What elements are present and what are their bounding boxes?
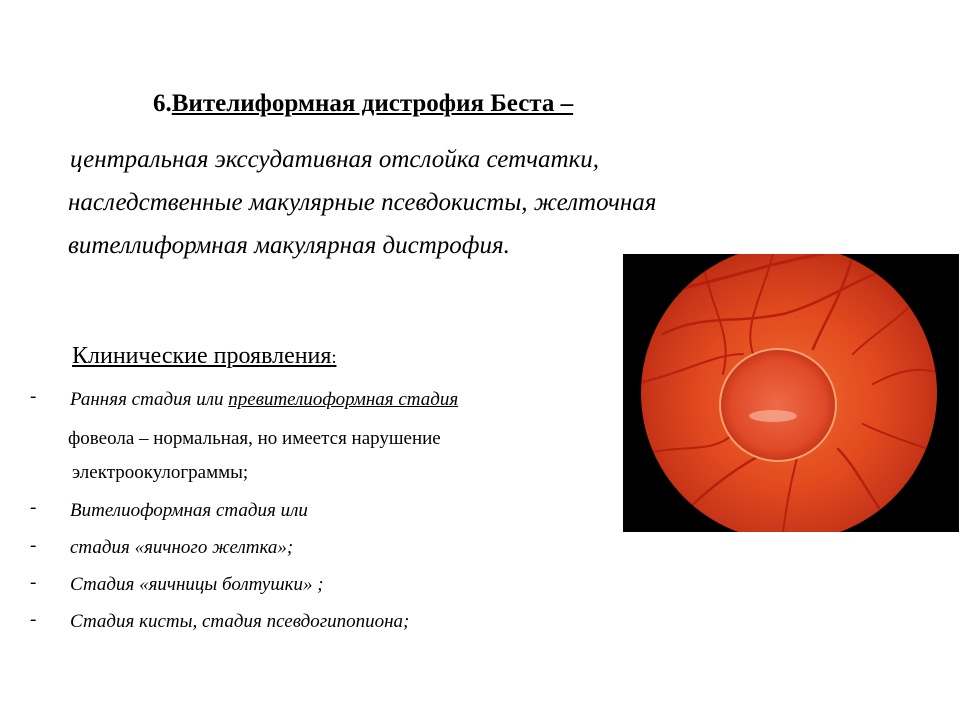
list-item: Вителиоформная стадия или xyxy=(70,500,308,521)
description-line: вителлиформная макулярная дистрофия. xyxy=(68,232,510,259)
description xyxy=(68,138,868,267)
list-bullet: - xyxy=(30,386,37,407)
list-item-underlined: превителиоформная стадия xyxy=(228,389,459,410)
list-item: фовеола – нормальная, но имеется нарушение xyxy=(68,428,441,449)
clinical-heading-colon: : xyxy=(331,347,337,367)
clinical-heading xyxy=(72,343,336,370)
description-line: наследственные макулярные псевдокисты, желточная xyxy=(68,189,657,216)
list-bullet: - xyxy=(30,497,37,518)
list-item: Стадия «яичницы болтушки» ; xyxy=(70,574,324,595)
list-item-text: Ранняя стадия или xyxy=(70,389,229,410)
fundus-photo-icon xyxy=(623,254,959,532)
list-bullet: - xyxy=(30,572,37,593)
list-item: Стадия кисты, стадия псевдогипопиона; xyxy=(70,611,410,632)
slide-title xyxy=(153,90,573,118)
title-text: Вителиформная дистрофия Беста – xyxy=(171,90,574,117)
list-bullet: - xyxy=(30,609,37,630)
list-item xyxy=(70,389,458,411)
list-bullet: - xyxy=(30,535,37,556)
title-number: 6. xyxy=(153,90,172,117)
clinical-heading-text: Клинические проявления xyxy=(72,343,332,369)
description-line: центральная экссудативная отслойка сетчатки, xyxy=(70,146,600,173)
list-item: электроокулограммы; xyxy=(72,462,249,483)
list-item: стадия «яичного желтка»; xyxy=(70,537,294,558)
